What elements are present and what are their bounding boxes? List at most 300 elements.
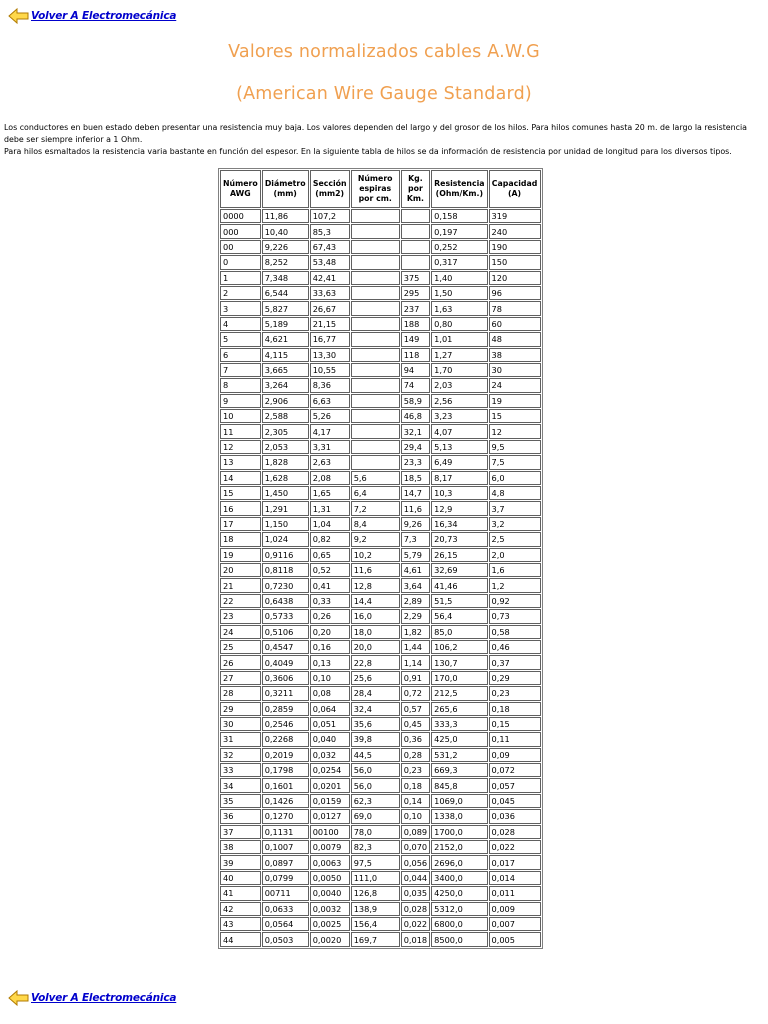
- cell-diameter: 0,6438: [262, 594, 309, 608]
- cell-kg-per-km: 0,070: [401, 840, 430, 854]
- cell-section: 0,0020: [310, 932, 350, 946]
- cell-awg-number: 10: [220, 409, 261, 423]
- cell-turns-per-cm: [351, 255, 400, 269]
- cell-capacity: 0,072: [489, 763, 541, 777]
- cell-diameter: 0,0897: [262, 855, 309, 869]
- back-link-label[interactable]: Volver A Electromecánica: [31, 992, 177, 1004]
- cell-turns-per-cm: 10,2: [351, 548, 400, 562]
- cell-resistance: 1069,0: [431, 794, 487, 808]
- cell-awg-number: 38: [220, 840, 261, 854]
- cell-resistance: 3,23: [431, 409, 487, 423]
- cell-kg-per-km: 58,9: [401, 394, 430, 408]
- cell-turns-per-cm: 5,6: [351, 471, 400, 485]
- cell-awg-number: 41: [220, 886, 261, 900]
- cell-section: 0,0079: [310, 840, 350, 854]
- cell-awg-number: 3: [220, 301, 261, 315]
- cell-awg-number: 19: [220, 548, 261, 562]
- cell-awg-number: 31: [220, 732, 261, 746]
- cell-section: 26,67: [310, 301, 350, 315]
- cell-awg-number: 34: [220, 778, 261, 792]
- arrow-left-icon: [8, 7, 30, 25]
- cell-capacity: 190: [489, 240, 541, 254]
- cell-section: 1,04: [310, 517, 350, 531]
- table-row: [220, 363, 541, 377]
- cell-diameter: 0,0503: [262, 932, 309, 946]
- table-row: [220, 640, 541, 654]
- cell-diameter: 0,1426: [262, 794, 309, 808]
- cell-capacity: 0,045: [489, 794, 541, 808]
- cell-capacity: 0,036: [489, 809, 541, 823]
- table-row: [220, 932, 541, 946]
- cell-kg-per-km: 0,022: [401, 917, 430, 931]
- cell-diameter: 7,348: [262, 271, 309, 285]
- column-header-capacity: Capacidad (A): [489, 170, 541, 208]
- cell-turns-per-cm: 97,5: [351, 855, 400, 869]
- cell-resistance: 85,0: [431, 625, 487, 639]
- cell-resistance: 8,17: [431, 471, 487, 485]
- cell-awg-number: 27: [220, 671, 261, 685]
- cell-diameter: 0,8118: [262, 563, 309, 577]
- cell-awg-number: 37: [220, 825, 261, 839]
- cell-awg-number: 000: [220, 224, 261, 238]
- cell-resistance: 1,70: [431, 363, 487, 377]
- cell-kg-per-km: 295: [401, 286, 430, 300]
- cell-resistance: 5,13: [431, 440, 487, 454]
- cell-resistance: 425,0: [431, 732, 487, 746]
- cell-capacity: 0,37: [489, 655, 541, 669]
- cell-resistance: 212,5: [431, 686, 487, 700]
- cell-capacity: 38: [489, 348, 541, 362]
- table-row: [220, 717, 541, 731]
- cell-section: 0,26: [310, 609, 350, 623]
- cell-kg-per-km: 0,056: [401, 855, 430, 869]
- cell-turns-per-cm: 78,0: [351, 825, 400, 839]
- cell-awg-number: 22: [220, 594, 261, 608]
- cell-capacity: 0,007: [489, 917, 541, 931]
- cell-awg-number: 17: [220, 517, 261, 531]
- cell-capacity: 48: [489, 332, 541, 346]
- back-link-bottom[interactable]: [8, 988, 176, 1008]
- cell-section: 0,0050: [310, 871, 350, 885]
- cell-diameter: 1,450: [262, 486, 309, 500]
- cell-section: 21,15: [310, 317, 350, 331]
- cell-awg-number: 36: [220, 809, 261, 823]
- cell-kg-per-km: [401, 255, 430, 269]
- cell-awg-number: 0: [220, 255, 261, 269]
- table-row: [220, 409, 541, 423]
- cell-awg-number: 12: [220, 440, 261, 454]
- cell-section: 10,55: [310, 363, 350, 377]
- cell-kg-per-km: 0,089: [401, 825, 430, 839]
- cell-kg-per-km: 0,18: [401, 778, 430, 792]
- cell-turns-per-cm: [351, 317, 400, 331]
- column-header-diameter: Diámetro (mm): [262, 170, 309, 208]
- cell-kg-per-km: 0,23: [401, 763, 430, 777]
- cell-awg-number: 40: [220, 871, 261, 885]
- cell-awg-number: 21: [220, 578, 261, 592]
- table-row: [220, 655, 541, 669]
- cell-resistance: 2,56: [431, 394, 487, 408]
- cell-awg-number: 8: [220, 378, 261, 392]
- cell-awg-number: 13: [220, 455, 261, 469]
- cell-kg-per-km: 0,57: [401, 702, 430, 716]
- cell-diameter: 2,305: [262, 424, 309, 438]
- intro-paragraph-1: Los conductores en buen estado deben presentar una resistencia muy baja. Los valores dependen del largo y del grosor de los hilos. Para hilos comunes hasta 20 m. de largo la resistencia debe ser siempre inferior a 1 Ohm.: [4, 123, 748, 144]
- cell-capacity: 0,23: [489, 686, 541, 700]
- column-header-kg-per-km: Kg. por Km.: [401, 170, 430, 208]
- cell-section: 107,2: [310, 209, 350, 223]
- cell-capacity: 0,73: [489, 609, 541, 623]
- table-header-row: [220, 170, 541, 208]
- cell-turns-per-cm: 20,0: [351, 640, 400, 654]
- cell-awg-number: 20: [220, 563, 261, 577]
- cell-turns-per-cm: 156,4: [351, 917, 400, 931]
- cell-capacity: 0,057: [489, 778, 541, 792]
- cell-awg-number: 35: [220, 794, 261, 808]
- cell-resistance: 20,73: [431, 532, 487, 546]
- cell-awg-number: 4: [220, 317, 261, 331]
- cell-diameter: 1,024: [262, 532, 309, 546]
- cell-resistance: 1,40: [431, 271, 487, 285]
- cell-awg-number: 7: [220, 363, 261, 377]
- cell-capacity: 0,011: [489, 886, 541, 900]
- cell-section: 6,63: [310, 394, 350, 408]
- cell-turns-per-cm: 69,0: [351, 809, 400, 823]
- cell-diameter: 0,1007: [262, 840, 309, 854]
- cell-turns-per-cm: 82,3: [351, 840, 400, 854]
- cell-diameter: 0,0633: [262, 902, 309, 916]
- column-header-turns-per-cm: Número espiras por cm.: [351, 170, 400, 208]
- page-subtitle: (American Wire Gauge Standard): [236, 84, 532, 104]
- cell-capacity: 0,009: [489, 902, 541, 916]
- intro-text: [4, 122, 764, 158]
- cell-capacity: 120: [489, 271, 541, 285]
- table-row: [220, 886, 541, 900]
- cell-awg-number: 14: [220, 471, 261, 485]
- table-row: [220, 840, 541, 854]
- cell-diameter: 2,588: [262, 409, 309, 423]
- cell-resistance: 0,80: [431, 317, 487, 331]
- cell-diameter: 2,053: [262, 440, 309, 454]
- cell-awg-number: 24: [220, 625, 261, 639]
- cell-section: 5,26: [310, 409, 350, 423]
- cell-section: 0,040: [310, 732, 350, 746]
- cell-section: 0,064: [310, 702, 350, 716]
- cell-section: 0,52: [310, 563, 350, 577]
- cell-awg-number: 6: [220, 348, 261, 362]
- cell-turns-per-cm: 169,7: [351, 932, 400, 946]
- cell-resistance: 0,252: [431, 240, 487, 254]
- cell-turns-per-cm: 35,6: [351, 717, 400, 731]
- table-row: [220, 902, 541, 916]
- cell-resistance: 1,27: [431, 348, 487, 362]
- cell-turns-per-cm: [351, 363, 400, 377]
- cell-kg-per-km: 0,36: [401, 732, 430, 746]
- table-row: [220, 378, 541, 392]
- cell-turns-per-cm: [351, 332, 400, 346]
- cell-section: 0,051: [310, 717, 350, 731]
- cell-section: 13,30: [310, 348, 350, 362]
- cell-turns-per-cm: 28,4: [351, 686, 400, 700]
- table-row: [220, 209, 541, 223]
- cell-turns-per-cm: [351, 394, 400, 408]
- cell-turns-per-cm: 32,4: [351, 702, 400, 716]
- cell-capacity: 2,5: [489, 532, 541, 546]
- cell-turns-per-cm: [351, 224, 400, 238]
- cell-section: 0,0127: [310, 809, 350, 823]
- cell-resistance: 531,2: [431, 748, 487, 762]
- table-row: [220, 748, 541, 762]
- cell-awg-number: 00: [220, 240, 261, 254]
- cell-section: 0,0159: [310, 794, 350, 808]
- table-row: [220, 917, 541, 931]
- cell-awg-number: 32: [220, 748, 261, 762]
- cell-resistance: 10,3: [431, 486, 487, 500]
- cell-section: 00100: [310, 825, 350, 839]
- cell-section: 0,0063: [310, 855, 350, 869]
- cell-turns-per-cm: 9,2: [351, 532, 400, 546]
- column-header-awg-number: Número AWG: [220, 170, 261, 208]
- cell-turns-per-cm: [351, 455, 400, 469]
- cell-resistance: 56,4: [431, 609, 487, 623]
- cell-diameter: 0,1798: [262, 763, 309, 777]
- cell-diameter: 1,150: [262, 517, 309, 531]
- cell-resistance: 12,9: [431, 501, 487, 515]
- cell-section: 0,13: [310, 655, 350, 669]
- cell-capacity: 0,028: [489, 825, 541, 839]
- cell-awg-number: 42: [220, 902, 261, 916]
- cell-resistance: 6800,0: [431, 917, 487, 931]
- table-row: [220, 332, 541, 346]
- cell-section: 8,36: [310, 378, 350, 392]
- cell-diameter: 3,264: [262, 378, 309, 392]
- cell-diameter: 0,4547: [262, 640, 309, 654]
- cell-capacity: 0,92: [489, 594, 541, 608]
- table-row: [220, 348, 541, 362]
- cell-resistance: 333,3: [431, 717, 487, 731]
- cell-diameter: 6,544: [262, 286, 309, 300]
- cell-turns-per-cm: 11,6: [351, 563, 400, 577]
- cell-awg-number: 15: [220, 486, 261, 500]
- cell-kg-per-km: 1,44: [401, 640, 430, 654]
- table-row: [220, 625, 541, 639]
- cell-resistance: 669,3: [431, 763, 487, 777]
- table-row: [220, 255, 541, 269]
- cell-kg-per-km: [401, 240, 430, 254]
- cell-turns-per-cm: [351, 378, 400, 392]
- cell-diameter: 1,628: [262, 471, 309, 485]
- cell-resistance: 170,0: [431, 671, 487, 685]
- cell-kg-per-km: 4,61: [401, 563, 430, 577]
- table-row: [220, 732, 541, 746]
- cell-resistance: 6,49: [431, 455, 487, 469]
- cell-diameter: 0,1601: [262, 778, 309, 792]
- cell-turns-per-cm: [351, 424, 400, 438]
- cell-kg-per-km: 0,044: [401, 871, 430, 885]
- table-row: [220, 486, 541, 500]
- cell-section: 0,41: [310, 578, 350, 592]
- cell-section: 53,48: [310, 255, 350, 269]
- table-row: [220, 763, 541, 777]
- cell-kg-per-km: 23,3: [401, 455, 430, 469]
- cell-resistance: 2696,0: [431, 855, 487, 869]
- cell-resistance: 26,15: [431, 548, 487, 562]
- cell-turns-per-cm: 25,6: [351, 671, 400, 685]
- cell-resistance: 845,8: [431, 778, 487, 792]
- cell-capacity: 15: [489, 409, 541, 423]
- cell-capacity: 0,017: [489, 855, 541, 869]
- cell-resistance: 1700,0: [431, 825, 487, 839]
- cell-diameter: 5,827: [262, 301, 309, 315]
- cell-diameter: 1,291: [262, 501, 309, 515]
- cell-turns-per-cm: 62,3: [351, 794, 400, 808]
- cell-capacity: 60: [489, 317, 541, 331]
- cell-diameter: 3,665: [262, 363, 309, 377]
- back-link-label[interactable]: Volver A Electromecánica: [31, 10, 177, 22]
- table-row: [220, 548, 541, 562]
- cell-capacity: 3,7: [489, 501, 541, 515]
- cell-diameter: 4,621: [262, 332, 309, 346]
- cell-diameter: 0,2019: [262, 748, 309, 762]
- cell-capacity: 30: [489, 363, 541, 377]
- cell-kg-per-km: 1,14: [401, 655, 430, 669]
- cell-awg-number: 16: [220, 501, 261, 515]
- cell-diameter: 10,40: [262, 224, 309, 238]
- cell-kg-per-km: 29,4: [401, 440, 430, 454]
- table-row: [220, 424, 541, 438]
- table-body: [220, 209, 541, 947]
- cell-capacity: 240: [489, 224, 541, 238]
- cell-kg-per-km: 14,7: [401, 486, 430, 500]
- cell-turns-per-cm: 56,0: [351, 763, 400, 777]
- cell-awg-number: 43: [220, 917, 261, 931]
- cell-section: 16,77: [310, 332, 350, 346]
- cell-kg-per-km: 0,28: [401, 748, 430, 762]
- cell-turns-per-cm: 22,8: [351, 655, 400, 669]
- table-row: [220, 809, 541, 823]
- cell-capacity: 19: [489, 394, 541, 408]
- cell-diameter: 0,5733: [262, 609, 309, 623]
- cell-turns-per-cm: 12,8: [351, 578, 400, 592]
- cell-capacity: 7,5: [489, 455, 541, 469]
- table-row: [220, 286, 541, 300]
- cell-kg-per-km: 9,26: [401, 517, 430, 531]
- cell-turns-per-cm: 14,4: [351, 594, 400, 608]
- intro-paragraph-2: Para hilos esmaltados la resistencia varia bastante en función del espesor. En la siguiente tabla de hilos se da información de resistencia por unidad de longitud para los diversos tipos.: [4, 147, 732, 156]
- cell-capacity: 0,15: [489, 717, 541, 731]
- cell-resistance: 0,317: [431, 255, 487, 269]
- table-row: [220, 455, 541, 469]
- cell-diameter: 5,189: [262, 317, 309, 331]
- cell-diameter: 11,86: [262, 209, 309, 223]
- cell-resistance: 1338,0: [431, 809, 487, 823]
- cell-resistance: 106,2: [431, 640, 487, 654]
- cell-diameter: 0,4049: [262, 655, 309, 669]
- cell-resistance: 3400,0: [431, 871, 487, 885]
- cell-turns-per-cm: 18,0: [351, 625, 400, 639]
- cell-capacity: 3,2: [489, 517, 541, 531]
- cell-turns-per-cm: [351, 440, 400, 454]
- table-row: [220, 224, 541, 238]
- cell-turns-per-cm: [351, 271, 400, 285]
- cell-turns-per-cm: 7,2: [351, 501, 400, 515]
- cell-turns-per-cm: 6,4: [351, 486, 400, 500]
- cell-section: 0,08: [310, 686, 350, 700]
- cell-turns-per-cm: 111,0: [351, 871, 400, 885]
- cell-turns-per-cm: [351, 286, 400, 300]
- cell-awg-number: 39: [220, 855, 261, 869]
- cell-kg-per-km: 11,6: [401, 501, 430, 515]
- cell-capacity: 1,2: [489, 578, 541, 592]
- cell-turns-per-cm: 16,0: [351, 609, 400, 623]
- cell-capacity: 96: [489, 286, 541, 300]
- cell-kg-per-km: 46,8: [401, 409, 430, 423]
- cell-capacity: 1,6: [489, 563, 541, 577]
- cell-section: 0,10: [310, 671, 350, 685]
- cell-diameter: 0,1131: [262, 825, 309, 839]
- cell-kg-per-km: 3,64: [401, 578, 430, 592]
- table-row: [220, 271, 541, 285]
- cell-resistance: 41,46: [431, 578, 487, 592]
- cell-capacity: 319: [489, 209, 541, 223]
- cell-section: 1,31: [310, 501, 350, 515]
- cell-kg-per-km: 2,29: [401, 609, 430, 623]
- back-link-top[interactable]: [8, 6, 176, 26]
- cell-awg-number: 18: [220, 532, 261, 546]
- cell-awg-number: 5: [220, 332, 261, 346]
- cell-capacity: 150: [489, 255, 541, 269]
- cell-awg-number: 28: [220, 686, 261, 700]
- cell-section: 0,20: [310, 625, 350, 639]
- table-row: [220, 240, 541, 254]
- cell-section: 2,63: [310, 455, 350, 469]
- cell-capacity: 0,005: [489, 932, 541, 946]
- cell-kg-per-km: [401, 209, 430, 223]
- cell-resistance: 0,197: [431, 224, 487, 238]
- table-row: [220, 440, 541, 454]
- cell-turns-per-cm: 126,8: [351, 886, 400, 900]
- cell-resistance: 1,01: [431, 332, 487, 346]
- cell-kg-per-km: 94: [401, 363, 430, 377]
- cell-turns-per-cm: [351, 409, 400, 423]
- cell-turns-per-cm: 44,5: [351, 748, 400, 762]
- cell-diameter: 0,9116: [262, 548, 309, 562]
- cell-kg-per-km: 0,72: [401, 686, 430, 700]
- cell-capacity: 0,09: [489, 748, 541, 762]
- cell-resistance: 2,03: [431, 378, 487, 392]
- cell-resistance: 8500,0: [431, 932, 487, 946]
- cell-diameter: 9,226: [262, 240, 309, 254]
- cell-turns-per-cm: 39,8: [351, 732, 400, 746]
- cell-resistance: 51,5: [431, 594, 487, 608]
- cell-kg-per-km: [401, 224, 430, 238]
- cell-awg-number: 29: [220, 702, 261, 716]
- cell-diameter: 1,828: [262, 455, 309, 469]
- cell-diameter: 0,3211: [262, 686, 309, 700]
- table-row: [220, 517, 541, 531]
- cell-diameter: 0,7230: [262, 578, 309, 592]
- cell-kg-per-km: 237: [401, 301, 430, 315]
- cell-section: 0,65: [310, 548, 350, 562]
- table-row: [220, 594, 541, 608]
- cell-resistance: 0,158: [431, 209, 487, 223]
- cell-kg-per-km: 188: [401, 317, 430, 331]
- cell-turns-per-cm: 56,0: [351, 778, 400, 792]
- cell-kg-per-km: 118: [401, 348, 430, 362]
- table-row: [220, 702, 541, 716]
- cell-capacity: 78: [489, 301, 541, 315]
- cell-capacity: 4,8: [489, 486, 541, 500]
